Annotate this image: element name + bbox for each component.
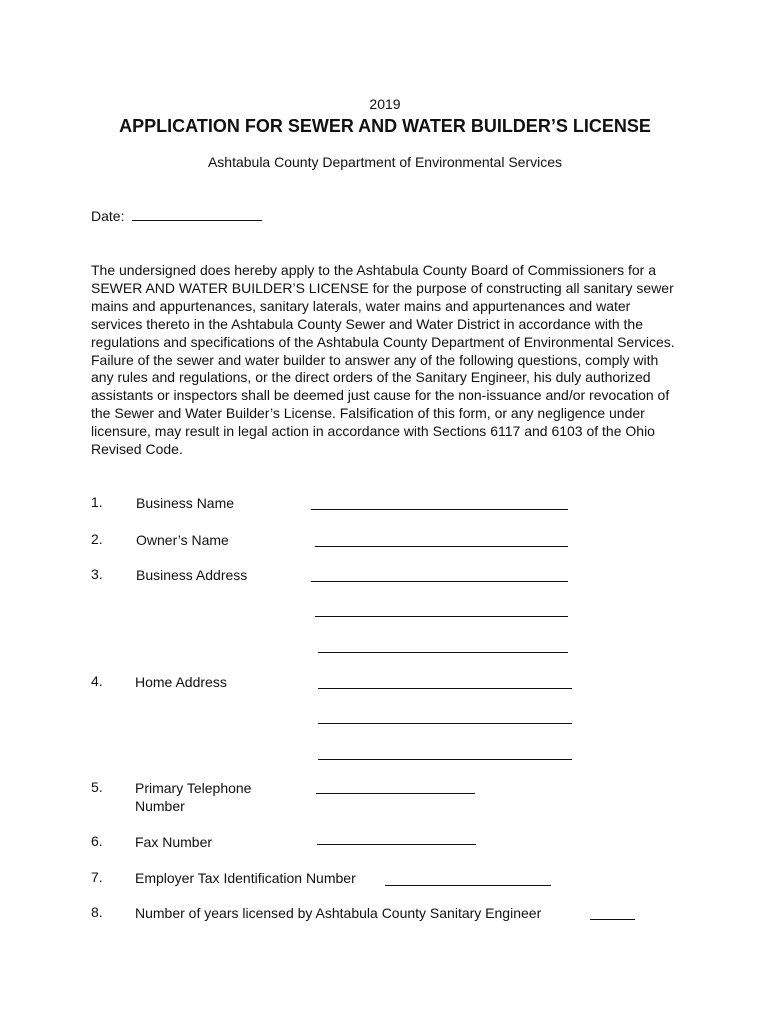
owner-name-field[interactable] xyxy=(315,546,568,547)
home-address-field-3[interactable] xyxy=(318,759,572,760)
date-row xyxy=(91,208,262,224)
date-label: Date: xyxy=(91,208,125,224)
owner-name-label: Owner’s Name xyxy=(136,532,229,548)
primary-telephone-label: Primary Telephone Number xyxy=(135,780,252,814)
business-name-label: Business Name xyxy=(136,495,235,511)
item-number: 6. xyxy=(91,833,103,849)
item-number: 2. xyxy=(91,531,103,547)
item-number: 3. xyxy=(91,566,103,582)
employer-tax-id-field[interactable] xyxy=(385,885,551,886)
application-paragraph: The undersigned does hereby apply to the Ashtabula County Board of Commissioners for a SEWER AND WATER BUILDER’S LICENSE for the purpose of constructing all sanitary sewer mains and appurtenances, sanitary laterals, water mains and appurtenances and water services thereto in the Ashtabula County Sewer and Water District in accordance with the regulations and specifications of the Ashtabula County Department of Environmental Services. Failure of the sewer and water builder to answer any of the following questions, comply with any rules and regulations, or the direct orders of the Sanitary Engineer, his duly authorized assistants or inspectors shall be deemed just cause for the non-issuance and/or revocation of the Sewer and Water Builder’s License. Falsification of this form, or any negligence under licensure, may result in legal action in accordance with Sections 6117 and 6103 of the Ohio Revised Code. xyxy=(91,262,675,458)
item-number: 7. xyxy=(91,869,103,885)
business-address-label: Business Address xyxy=(136,567,248,583)
home-address-label: Home Address xyxy=(135,674,227,690)
item-number: 5. xyxy=(91,779,103,795)
item-number: 8. xyxy=(91,904,103,920)
form-title: APPLICATION FOR SEWER AND WATER BUILDER’S LICENSE xyxy=(119,116,651,136)
primary-telephone-field[interactable] xyxy=(316,793,475,794)
date-field[interactable] xyxy=(132,220,262,221)
home-address-field-1[interactable] xyxy=(318,688,572,689)
home-address-field-2[interactable] xyxy=(318,723,572,724)
fax-number-label: Fax Number xyxy=(135,834,213,850)
item-number: 1. xyxy=(91,494,103,510)
department-subtitle: Ashtabula County Department of Environmental Services xyxy=(207,154,563,170)
years-licensed-label: Number of years licensed by Ashtabula County Sanitary Engineer xyxy=(135,905,542,921)
years-licensed-field[interactable] xyxy=(590,919,635,920)
business-address-field-3[interactable] xyxy=(318,652,568,653)
form-year: 2019 xyxy=(369,96,401,112)
business-address-field-1[interactable] xyxy=(311,581,568,582)
employer-tax-id-label: Employer Tax Identification Number xyxy=(135,870,356,886)
fax-number-field[interactable] xyxy=(317,844,476,845)
business-name-field[interactable] xyxy=(311,509,568,510)
business-address-field-2[interactable] xyxy=(315,616,568,617)
item-number: 4. xyxy=(91,673,103,689)
